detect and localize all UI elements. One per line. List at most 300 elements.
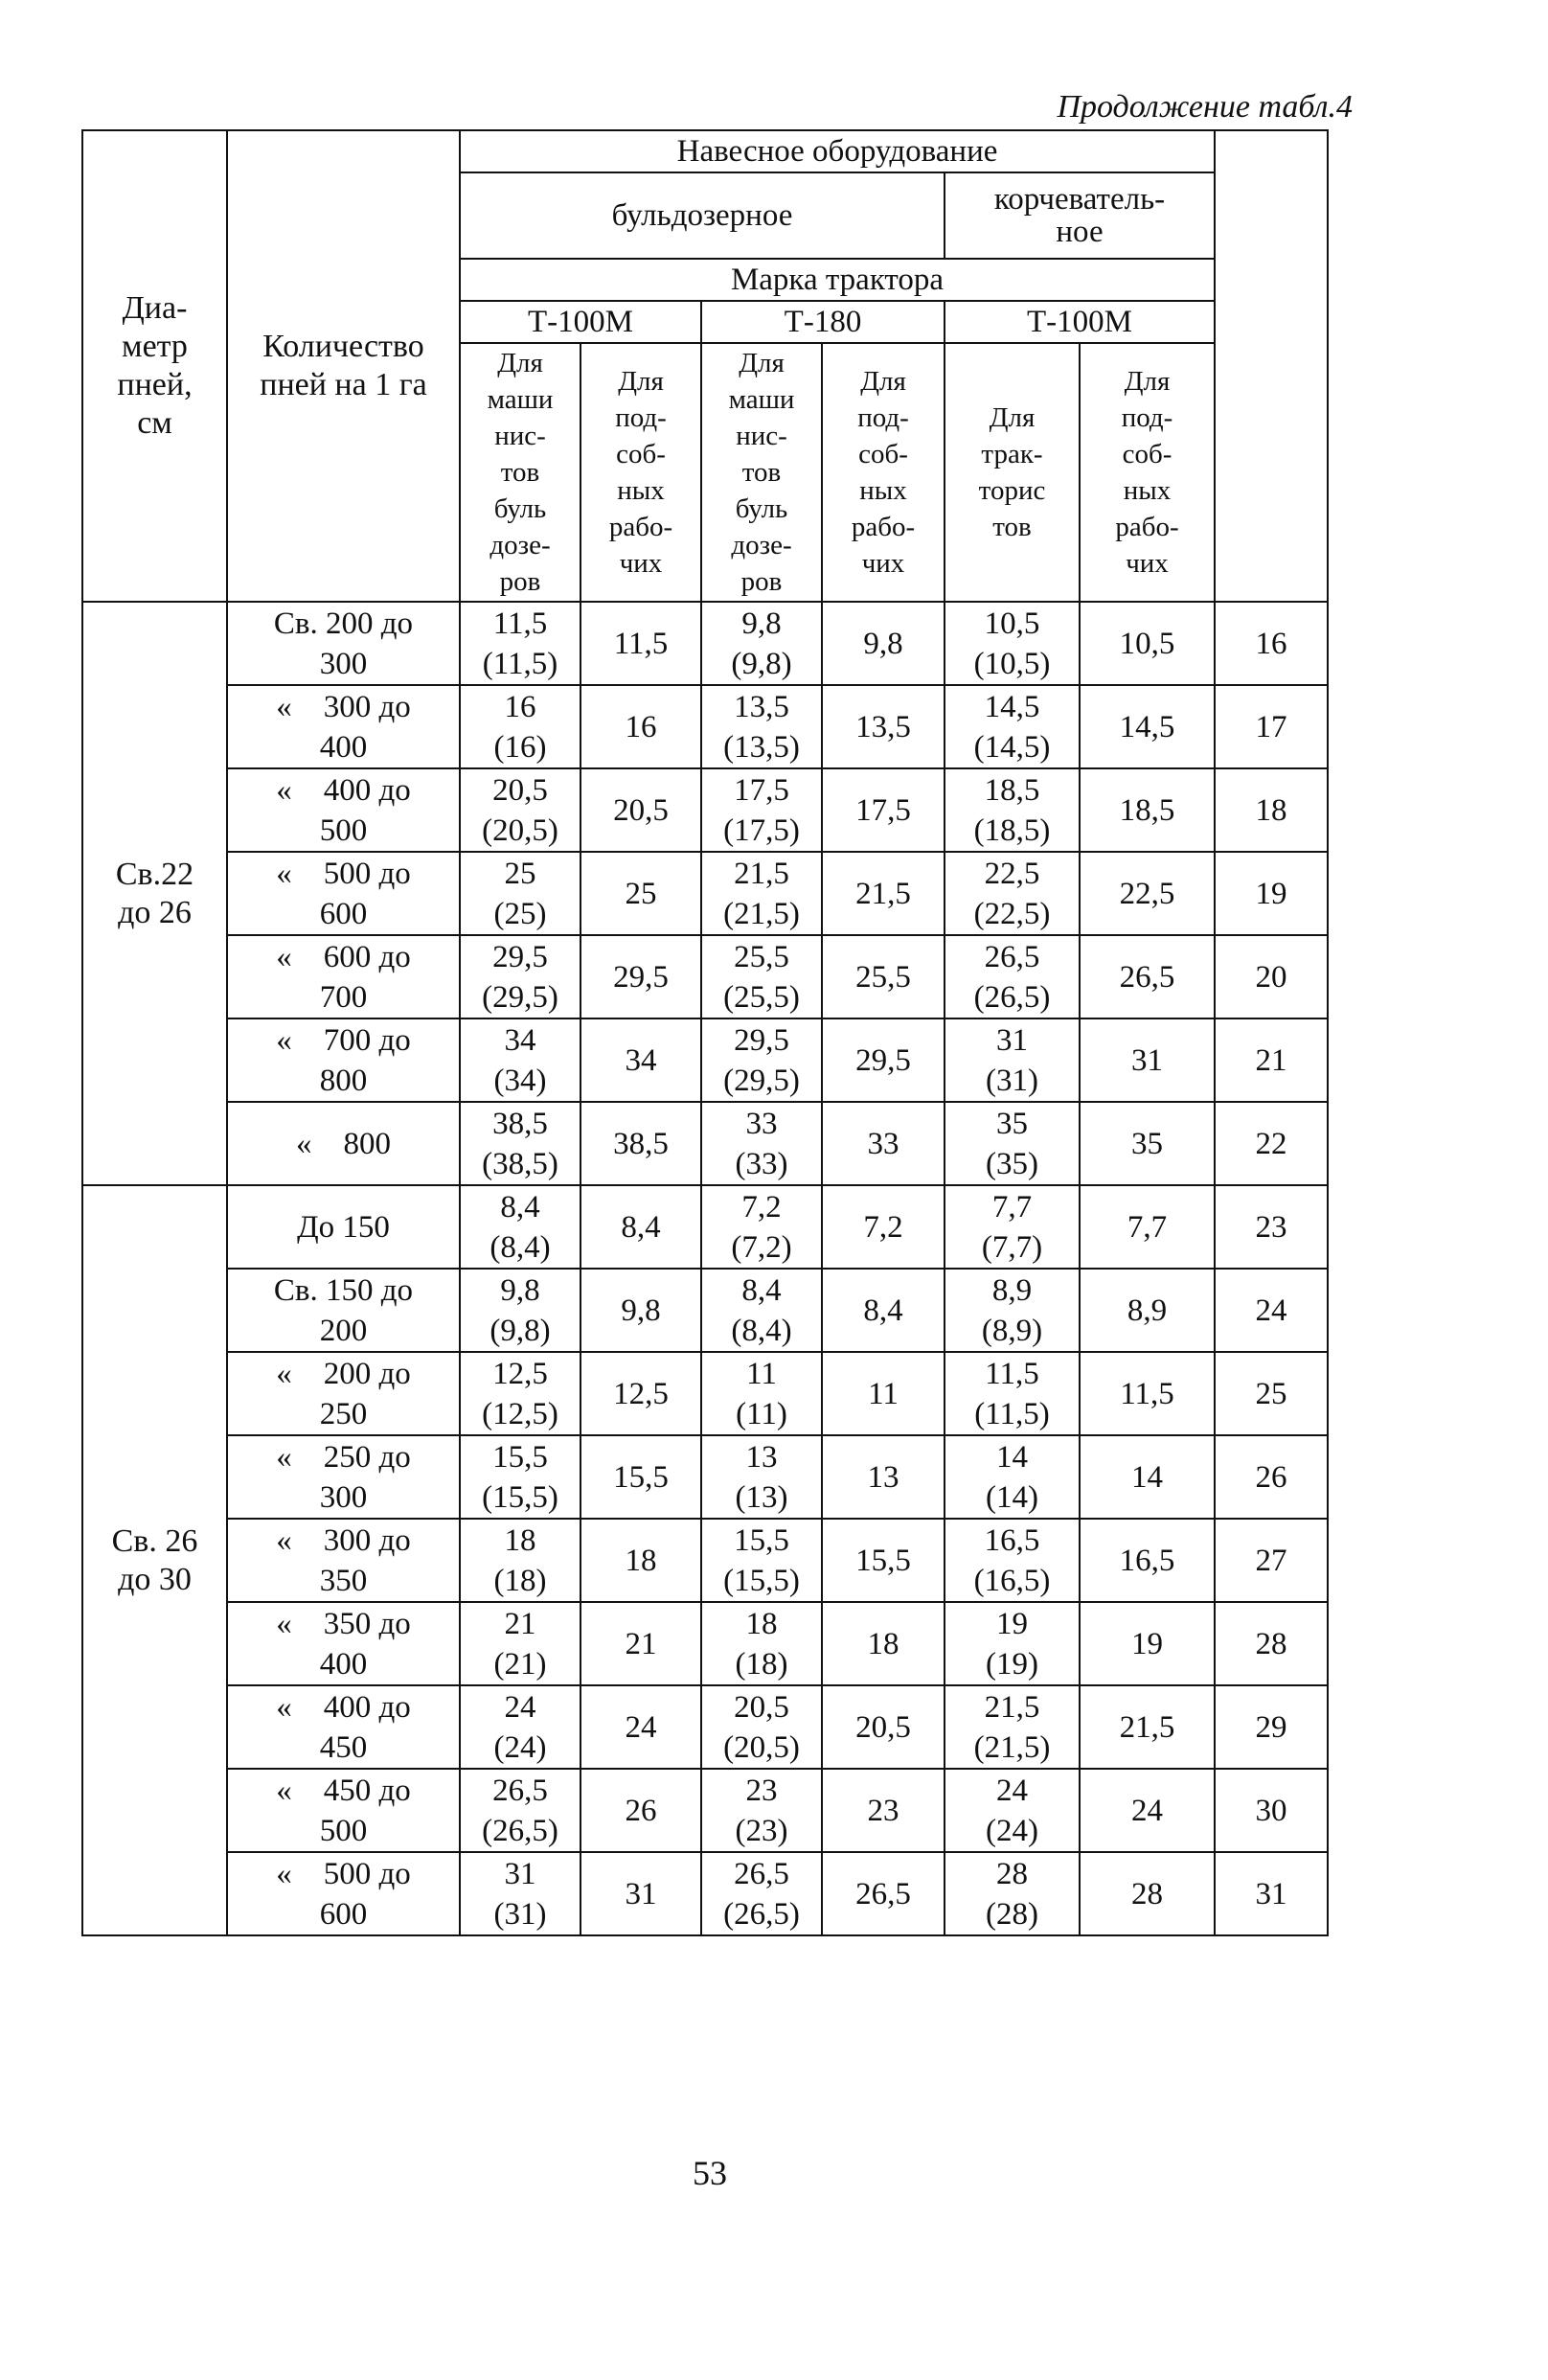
table-row [82,768,1328,852]
table-row [82,852,1328,935]
value-line: (14) [986,1479,1038,1515]
value-line: 15,5 [492,1439,548,1475]
value-cell-v5 [945,1185,1080,1269]
row-number-cell: 28 [1215,1602,1328,1685]
value-line: 25 [504,856,536,891]
quantity-line: 600 [319,896,368,931]
quantity-line: 400 [319,1646,368,1682]
value-cell-v3 [701,1185,822,1269]
value-cell-v4: 9,8 [822,602,945,685]
value-cell-v2: 11,5 [580,602,701,685]
quantity-cell [227,1352,460,1435]
header-diameter-line: см [137,405,172,441]
value-cell-v4: 26,5 [822,1852,945,1935]
header-quantity [227,130,460,602]
value-line: (20,5) [723,1729,800,1765]
value-line: (20,5) [482,812,558,848]
value-line: (15,5) [723,1563,800,1598]
value-cell-v5 [945,1519,1080,1602]
table-caption: Продолжение табл.4 [1057,89,1353,125]
diameter-group-cell [82,1185,227,1935]
quantity-line: « 600 до [276,939,411,974]
value-cell-v3 [701,1352,822,1435]
header-diameter-line: Диа- [122,290,188,326]
value-line: 26,5 [492,1773,548,1808]
header-column-6 [1080,343,1215,602]
value-cell-v1 [460,1352,580,1435]
value-line: 23 [745,1773,778,1808]
value-line: 26,5 [984,939,1040,974]
value-line: (13,5) [723,729,800,765]
quantity-cell [227,685,460,768]
value-line: (38,5) [482,1146,558,1181]
row-number-cell: 19 [1215,852,1328,935]
value-line: (25) [493,896,547,931]
value-cell-v2: 31 [580,1852,701,1935]
value-line: (22,5) [973,896,1051,931]
quantity-line: Св. 200 до [273,606,414,641]
quantity-line: 350 [319,1563,368,1598]
value-cell-v5 [945,602,1080,685]
value-cell-v3 [701,1269,822,1352]
value-line: 28 [996,1856,1028,1891]
value-cell-v3 [701,685,822,768]
quantity-line: 250 [319,1396,368,1431]
value-line: 22,5 [984,856,1040,891]
quantity-cell [227,852,460,935]
header-column-5 [945,343,1080,602]
table-row [82,602,1328,685]
page-number: 53 [693,2154,727,2192]
value-line: 16 [504,689,536,724]
value-line: (24) [493,1729,547,1765]
quantity-line: « 700 до [276,1022,411,1058]
value-line: (13) [735,1479,788,1515]
table-row [82,935,1328,1018]
quantity-line: До 150 [297,1209,390,1245]
quantity-line: « 450 до [276,1773,411,1808]
table-row [82,1435,1328,1519]
value-line: (8,9) [981,1313,1043,1348]
value-cell-v6: 35 [1080,1102,1215,1185]
value-cell-v4: 13,5 [822,685,945,768]
value-line: 26,5 [734,1856,789,1891]
quantity-cell [227,1185,460,1269]
header-column-line: чих [619,548,663,579]
value-line: (31) [493,1896,547,1932]
header-column-line: трак- [981,439,1043,469]
value-line: 13,5 [734,689,789,724]
value-cell-v2: 18 [580,1519,701,1602]
value-line: 24 [504,1689,536,1725]
value-cell-v4: 15,5 [822,1519,945,1602]
value-line: 29,5 [492,939,548,974]
value-line: 33 [745,1106,778,1141]
value-cell-v2: 25 [580,852,701,935]
value-line: (7,2) [731,1229,792,1265]
header-model-1: Т-100М [460,301,701,343]
quantity-line: 500 [319,812,368,848]
row-number-cell: 21 [1215,1018,1328,1102]
header-column-2 [580,343,701,602]
value-cell-v2: 21 [580,1602,701,1685]
value-cell-v3 [701,1018,822,1102]
value-cell-v1 [460,1519,580,1602]
header-diameter-line: пней, [117,367,193,402]
value-line: 8,4 [500,1189,540,1224]
value-line: 31 [996,1022,1028,1058]
header-bulldozer: бульдозерное [460,172,945,259]
value-cell-v3 [701,1602,822,1685]
value-line: (10,5) [973,646,1051,681]
quantity-line: « 250 до [276,1439,411,1475]
value-line: (31) [986,1063,1038,1098]
value-line: (26,5) [482,1813,558,1848]
row-number-cell: 29 [1215,1685,1328,1769]
value-line: (18) [493,1563,547,1598]
quantity-cell [227,1769,460,1852]
value-cell-v4: 23 [822,1769,945,1852]
value-line: 19 [996,1606,1028,1641]
value-cell-v1 [460,1685,580,1769]
value-cell-v6: 7,7 [1080,1185,1215,1269]
quantity-cell [227,1269,460,1352]
quantity-line: 300 [319,646,368,681]
value-cell-v6: 14 [1080,1435,1215,1519]
value-line: 9,8 [741,606,782,641]
value-line: 21,5 [984,1689,1040,1725]
quantity-cell [227,935,460,1018]
value-cell-v5 [945,935,1080,1018]
value-line: (33) [735,1146,788,1181]
header-blank [1215,130,1328,602]
value-line: 20,5 [734,1689,789,1725]
header-column-line: чих [861,548,905,579]
quantity-line: Св. 150 до [273,1272,414,1308]
header-column-line: Для [739,348,785,378]
value-cell-v4: 17,5 [822,768,945,852]
value-cell-v2: 20,5 [580,768,701,852]
value-cell-v2: 15,5 [580,1435,701,1519]
quantity-line: 200 [319,1313,368,1348]
quantity-line: 300 [319,1479,368,1515]
quantity-cell [227,1018,460,1102]
value-cell-v2: 34 [580,1018,701,1102]
header-column-3 [701,343,822,602]
diameter-group-line: Св. 26 [111,1522,198,1559]
table-row [82,1185,1328,1269]
value-cell-v4: 21,5 [822,852,945,935]
value-cell-v1 [460,1435,580,1519]
header-column-line: рабо- [608,512,673,542]
value-cell-v4: 7,2 [822,1185,945,1269]
value-cell-v4: 33 [822,1102,945,1185]
quantity-line: « 400 до [276,772,411,808]
value-cell-v3 [701,1519,822,1602]
value-cell-v4: 11 [822,1352,945,1435]
header-column-line: дозе- [731,530,792,561]
value-cell-v5 [945,1269,1080,1352]
header-equipment: Навесное оборудование [460,130,1215,172]
value-line: (11,5) [482,646,558,681]
value-line: 35 [996,1106,1028,1141]
value-line: 10,5 [984,606,1040,641]
value-line: (29,5) [723,1063,800,1098]
value-cell-v6: 16,5 [1080,1519,1215,1602]
quantity-line: 800 [319,1063,368,1098]
header-column-line: ров [499,566,541,597]
value-cell-v2: 16 [580,685,701,768]
value-cell-v3 [701,768,822,852]
header-column-line: маши [487,384,554,415]
table-body [82,130,1328,1935]
value-cell-v1 [460,1852,580,1935]
value-line: (26,5) [973,979,1051,1015]
value-cell-v1 [460,1602,580,1685]
header-column-line: тов [992,512,1032,542]
value-cell-v5 [945,1018,1080,1102]
header-diameter [82,130,227,602]
value-line: (34) [493,1063,547,1098]
table-row [82,1352,1328,1435]
value-cell-v1 [460,685,580,768]
value-cell-v2: 9,8 [580,1269,701,1352]
value-line: 16,5 [984,1522,1040,1558]
header-column-line: буль [735,493,788,524]
header-column-line: рабо- [851,512,916,542]
value-cell-v5 [945,1602,1080,1685]
value-cell-v2: 24 [580,1685,701,1769]
value-cell-v3 [701,1102,822,1185]
header-model-3: Т-100М [945,301,1215,343]
value-line: (21) [493,1646,547,1682]
value-line: (19) [986,1646,1038,1682]
header-column-line: маши [728,384,795,415]
value-line: 24 [996,1773,1028,1808]
value-cell-v1 [460,1018,580,1102]
value-cell-v4: 8,4 [822,1269,945,1352]
value-line: 15,5 [734,1522,789,1558]
header-column-line: нис- [736,421,787,451]
quantity-line: « 350 до [276,1606,411,1641]
row-number-cell: 25 [1215,1352,1328,1435]
value-cell-v6: 14,5 [1080,685,1215,768]
row-number-cell: 16 [1215,602,1328,685]
row-number-cell: 27 [1215,1519,1328,1602]
value-cell-v6: 8,9 [1080,1269,1215,1352]
quantity-line: « 400 до [276,1689,411,1725]
value-cell-v1 [460,1102,580,1185]
value-line: (24) [986,1813,1038,1848]
value-line: 38,5 [492,1106,548,1141]
header-tractor-brand: Марка трактора [460,259,1215,301]
table-row [82,1018,1328,1102]
value-line: (9,8) [731,646,792,681]
quantity-line: « 300 до [276,689,411,724]
value-line: 8,4 [741,1272,782,1308]
value-line: (18,5) [973,812,1051,848]
value-line: 8,9 [991,1272,1033,1308]
header-quantity-line: пней на 1 га [260,367,427,402]
value-cell-v2: 8,4 [580,1185,701,1269]
header-column-line: Для [989,402,1036,433]
diameter-group-cell [82,602,227,1185]
value-line: (28) [986,1896,1038,1932]
value-line: (17,5) [723,812,800,848]
value-cell-v1 [460,602,580,685]
value-cell-v5 [945,1102,1080,1185]
value-cell-v3 [701,602,822,685]
header-rooter-line: корчеватель- [993,182,1166,217]
value-cell-v3 [701,1435,822,1519]
quantity-line: « 500 до [276,1856,411,1891]
value-cell-v3 [701,1852,822,1935]
quantity-cell [227,1102,460,1185]
header-column-line: соб- [616,439,666,469]
quantity-cell [227,1685,460,1769]
value-line: 12,5 [492,1356,548,1391]
value-cell-v6: 19 [1080,1602,1215,1685]
value-line: 11,5 [985,1356,1039,1391]
value-line: (23) [735,1813,788,1848]
value-line: (11) [736,1396,787,1431]
value-cell-v5 [945,685,1080,768]
row-number-cell: 24 [1215,1269,1328,1352]
header-diameter-line: метр [122,329,188,364]
quantity-line: 600 [319,1896,368,1932]
value-cell-v5 [945,1435,1080,1519]
value-line: (8,4) [731,1313,792,1348]
value-cell-v2: 26 [580,1769,701,1852]
header-column-line: ных [859,475,907,506]
header-quantity-line: Количество [262,329,424,364]
value-cell-v6: 26,5 [1080,935,1215,1018]
value-line: 11,5 [492,606,548,641]
diameter-group-line: до 26 [118,894,192,930]
value-line: (8,4) [489,1229,551,1265]
quantity-line: « 300 до [276,1522,411,1558]
quantity-cell [227,768,460,852]
value-cell-v3 [701,935,822,1018]
header-column-1 [460,343,580,602]
value-cell-v4: 29,5 [822,1018,945,1102]
value-cell-v6: 10,5 [1080,602,1215,685]
value-line: 13 [745,1439,778,1475]
diameter-group-line: Св.22 [115,856,194,892]
value-line: 18,5 [984,772,1040,808]
quantity-cell [227,1435,460,1519]
value-cell-v5 [945,1352,1080,1435]
header-rooter [945,172,1215,259]
value-cell-v1 [460,935,580,1018]
header-column-4 [822,343,945,602]
row-number-cell: 26 [1215,1435,1328,1519]
row-number-cell: 23 [1215,1185,1328,1269]
quantity-cell [227,602,460,685]
quantity-line: 400 [319,729,368,765]
quantity-line: 700 [319,979,368,1015]
quantity-line: « 200 до [276,1356,411,1391]
value-line: (12,5) [482,1396,558,1431]
row-number-cell: 20 [1215,935,1328,1018]
value-line: 20,5 [492,772,548,808]
value-cell-v6: 31 [1080,1018,1215,1102]
header-column-line: нис- [494,421,546,451]
table-row [82,1685,1328,1769]
table-row [82,685,1328,768]
row-number-cell: 22 [1215,1102,1328,1185]
header-column-line: ных [617,475,665,506]
quantity-line: « 800 [296,1126,391,1161]
value-line: (16) [493,729,547,765]
value-cell-v6: 28 [1080,1852,1215,1935]
value-cell-v6: 22,5 [1080,852,1215,935]
value-line: (26,5) [723,1896,800,1932]
header-column-line: чих [1126,548,1169,579]
value-cell-v2: 12,5 [580,1352,701,1435]
table-row [82,1102,1328,1185]
value-line: 34 [504,1022,536,1058]
header-column-line: под- [857,402,909,433]
value-cell-v2: 38,5 [580,1102,701,1185]
quantity-line: 450 [319,1729,368,1765]
value-line: (14,5) [973,729,1051,765]
value-line: 21,5 [734,856,789,891]
value-cell-v4: 20,5 [822,1685,945,1769]
header-column-line: Для [1124,366,1171,397]
header-column-line: под- [615,402,667,433]
value-cell-v4: 25,5 [822,935,945,1018]
value-cell-v1 [460,768,580,852]
value-line: (11,5) [974,1396,1050,1431]
header-column-line: буль [493,493,547,524]
value-line: 25,5 [734,939,789,974]
table-row [82,1269,1328,1352]
header-column-line: ных [1123,475,1172,506]
value-line: 7,7 [991,1189,1033,1224]
value-line: (29,5) [482,979,558,1015]
value-cell-v3 [701,1685,822,1769]
table-row [82,1852,1328,1935]
header-column-line: дозе- [489,530,551,561]
value-cell-v1 [460,1769,580,1852]
value-cell-v6: 18,5 [1080,768,1215,852]
value-cell-v6: 24 [1080,1769,1215,1852]
header-column-line: Для [860,366,906,397]
value-line: 18 [504,1522,536,1558]
quantity-cell [227,1852,460,1935]
value-line: 31 [504,1856,536,1891]
quantity-line: « 500 до [276,856,411,891]
value-cell-v5 [945,1852,1080,1935]
quantity-cell [227,1519,460,1602]
value-cell-v1 [460,1269,580,1352]
header-column-line: соб- [1122,439,1172,469]
header-column-line: торис [978,475,1046,506]
value-cell-v2: 29,5 [580,935,701,1018]
value-line: 29,5 [734,1022,789,1058]
header-model-2: Т-180 [701,301,945,343]
value-line: 17,5 [734,772,789,808]
header-column-line: Для [618,366,664,397]
quantity-line: 500 [319,1813,368,1848]
header-column-line: под- [1121,402,1173,433]
quantity-cell [227,1602,460,1685]
value-cell-v1 [460,1185,580,1269]
header-column-line: рабо- [1115,512,1179,542]
header-column-line: тов [500,457,540,488]
value-line: 9,8 [500,1272,540,1308]
